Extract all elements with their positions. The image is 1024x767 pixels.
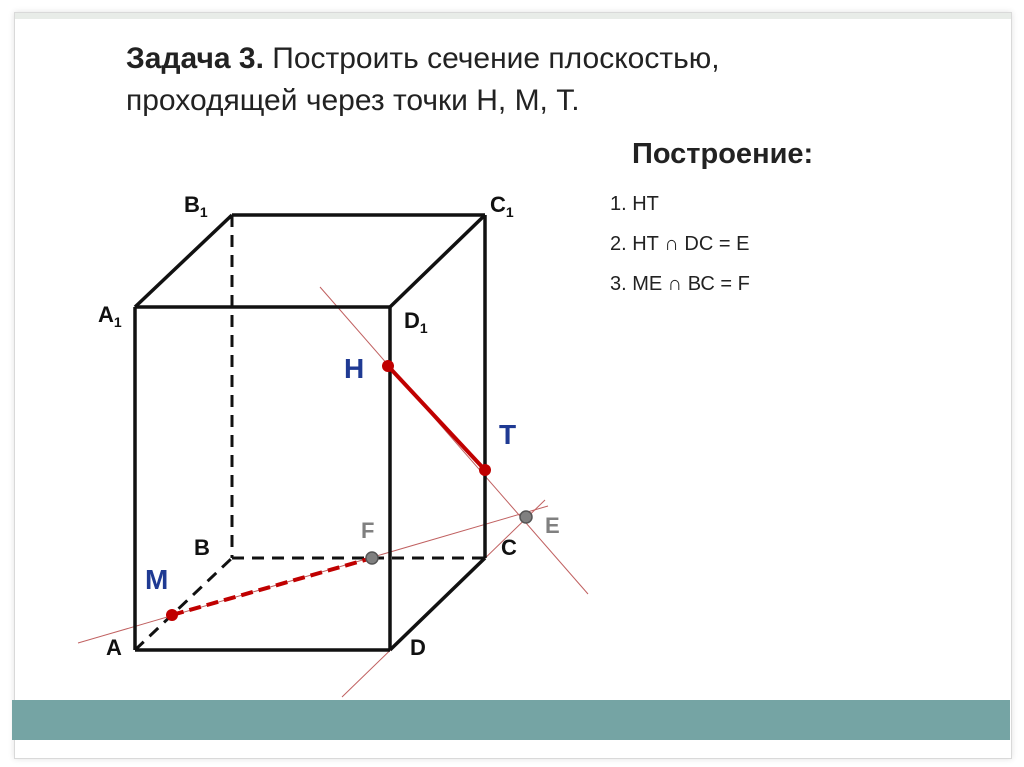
point-h: [382, 360, 394, 372]
label-b1: $В_1$: [184, 192, 208, 220]
label-h: Н: [344, 353, 365, 384]
edge-d-c: [390, 558, 485, 650]
label-e: E: [545, 513, 560, 538]
label-c1: $С_1$: [490, 192, 514, 220]
label-f: F: [361, 518, 375, 543]
label-d1: $D_1$: [404, 308, 428, 336]
label-d: D: [410, 635, 426, 660]
label-m: М: [145, 564, 169, 595]
edge-d1-c1: [390, 215, 485, 307]
step-1: 1. НТ: [610, 193, 659, 215]
label-c: С: [501, 535, 517, 560]
step-2: 2. НТ ∩ DC = E: [610, 233, 750, 255]
step-3: 3. МЕ ∩ ВС = F: [610, 273, 750, 295]
label-a: А: [106, 635, 122, 660]
task-number: Задача 3.: [126, 42, 264, 75]
point-t: [479, 464, 491, 476]
label-t: Т: [499, 419, 517, 450]
task-text: Построить сечение плоскостью, проходящей через точки Н, М, Т.: [126, 42, 720, 117]
label-b: В: [194, 535, 210, 560]
point-m: [166, 609, 178, 621]
label-a1: $А_1$: [98, 302, 122, 330]
construction-heading: Построение:: [632, 138, 814, 170]
edge-a1-b1: [135, 215, 232, 307]
point-f: [366, 552, 378, 564]
segment-ht: [388, 366, 485, 470]
line-ht-extended: [320, 287, 588, 594]
point-e: [520, 511, 532, 523]
